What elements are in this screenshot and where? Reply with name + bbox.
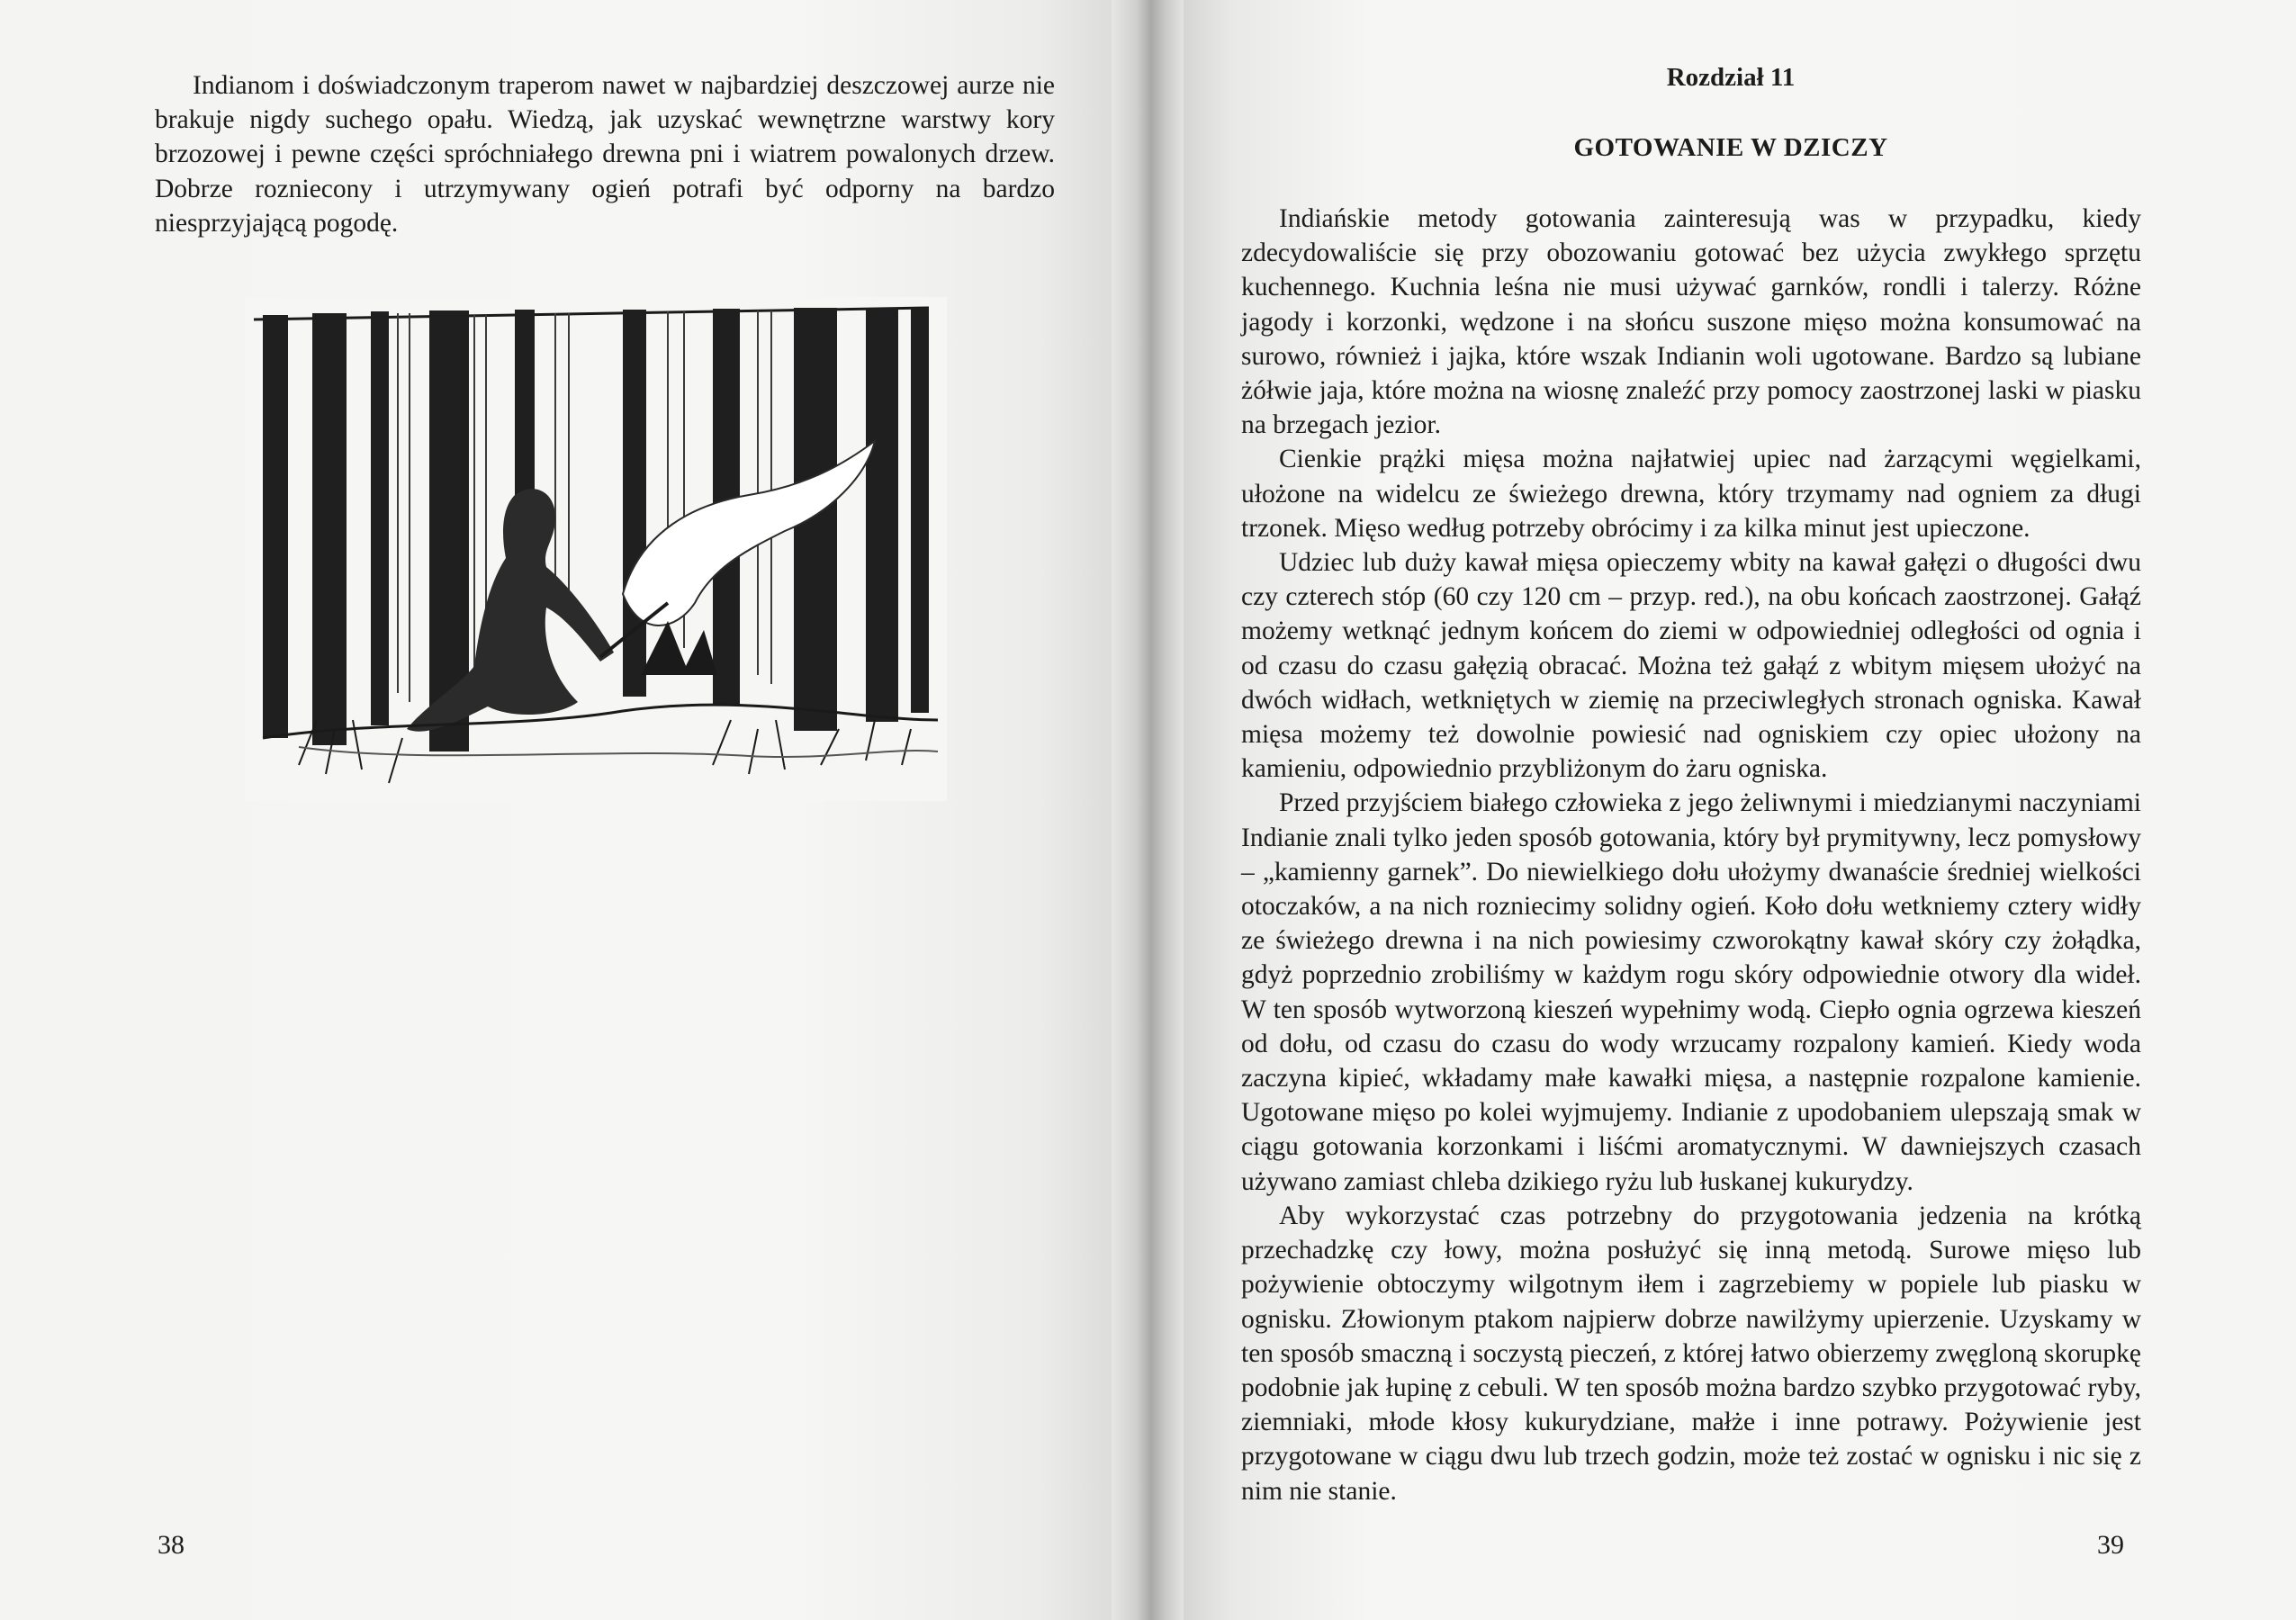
right-paragraph: Przed przyjściem białego człowieka z jego żeliwnymi i miedzianymi naczyniami Indianie znali tylko jeden sposób gotowania, który był prymitywny, lecz pomysłowy – „kamienny garnek”. Do niewielkiego dołu ułożymy dwanaście średniej wielkości otoczaków, a na nich rozniecimy solidny ogień. Koło dołu wetkniemy cztery widły ze świeżego drewna i na nich powiesimy czworokątny kawał skóry czy żołądka, gdyż poprzednio zrobiliśmy w każdym rogu skóry odpowiednie otwory dla wideł. W ten sposób wytworzoną kieszeń wypełnimy wodą. Ciepło ognia ogrzewa kieszeń od dołu, od czasu do czasu do wody wrzucamy rozpalony kamień. Kiedy woda zaczyna kipieć, wkładamy małe kawałki mięsa, a następnie rozpalone kamienie. Ugotowane mięso po kolei wyjmujemy. Indianie z upodobaniem ulepszają smak w ciągu gotowania korzonkami i liśćmi aromatycznymi. W dawniejszych czasach używano zamiast chleba dzikiego ryżu lub łuskanej kukurydzy.	[1241, 788, 2141, 1196]
right-paragraph: Udziec lub duży kawał mięsa opieczemy wbity na kawał gałęzi o długości dwu czy czterech stóp (60 czy 120 cm – przyp. red.), na obu końcach zaostrzonej. Gałąź możemy wetknąć jednym końcem do ziemi w odpowiedniej odległości od ognia i od czasu do czasu gałęzią obracać. Można też gałąź z wbitym mięsem ułożyć na dwóch widłach, wetkniętych w ziemię na przeciwległych stronach ogniska. Kawał mięsa możemy też dowolnie powiesić nad ogniskiem czy opiec ułożony na kamieniu, odpowiednio przybliżonym do żaru ogniska.	[1241, 548, 2141, 784]
left-page-number: 38	[158, 1530, 185, 1560]
right-paragraph: Indiańskie metody gotowania zainteresują was w przypadku, kiedy zdecydowaliście się przy obozowaniu gotować bez użycia zwykłego sprzętu kuchennego. Kuchnia leśna nie musi używać garnków, rondli i talerzy. Różne jagody i korzonki, wędzone i na słońcu suszone mięso można konsumować na surowo, również i jajka, które wszak Indianin woli ugotowane. Bardzo są lubiane żółwie jaja, które można na wiosnę znaleźć przy pomocy zaostrzonej laski w piasku na brzegach jezior.	[1241, 204, 2141, 440]
right-paragraph: Cienkie prążki mięsa można najłatwiej upiec nad żarzącymi węgielkami, ułożone na widelcu ze świeżego drewna, który trzymamy nad ogniem za długi trzonek. Mięso według potrzeby obrócimy i za kilka minut jest upieczone.	[1241, 445, 2141, 543]
chapter-label: Rozdział 11	[1666, 63, 1796, 92]
left-page	[0, 0, 1130, 1620]
forest-campfire-drawing-icon	[245, 297, 947, 801]
right-page-body	[1241, 202, 2141, 1508]
left-paragraph: Indianom i doświadczonym traperom nawet w najbardziej deszczowej aurze nie brakuje nigdy suchego opału. Wiedzą, jak uzyskać wewnętrzne warstwy kory brzozowej i pewne części spróchniałego drewna pni i wiatrem powalonych drzew. Dobrze rozniecony i utrzymywany ogień potrafi być odporny na bardzo niesprzyjającą pogodę.	[155, 71, 1055, 238]
left-page-body	[155, 68, 1055, 240]
chapter-title: GOTOWANIE W DZICZY	[1573, 133, 1888, 162]
right-paragraph: Aby wykorzystać czas potrzebny do przygotowania jedzenia na krótką przechadzkę czy łowy, można posłużyć się inną metodą. Surowe mięso lub pożywienie obtoczymy wilgotnym iłem i zagrzebiemy w popiele lub piasku w ognisku. Złowionym ptakom najpierw dobrze nawilżymy upierzenie. Uzyskamy w ten sposób smaczną i soczystą pieczeń, z której łatwo obierzemy zwęgloną skorupkę podobnie jak łupinę z cebuli. W ten sposób można bardzo szybko przygotować ryby, ziemniaki, młode kłosy kukurydziane, małże i inne potrawy. Pożywienie jest przygotowane w ciągu dwu lub trzech godzin, może też zostać w ognisku i nic się z nim nie stanie.	[1241, 1201, 2141, 1506]
right-page-number: 39	[2097, 1530, 2124, 1560]
book-gutter	[1112, 0, 1184, 1620]
